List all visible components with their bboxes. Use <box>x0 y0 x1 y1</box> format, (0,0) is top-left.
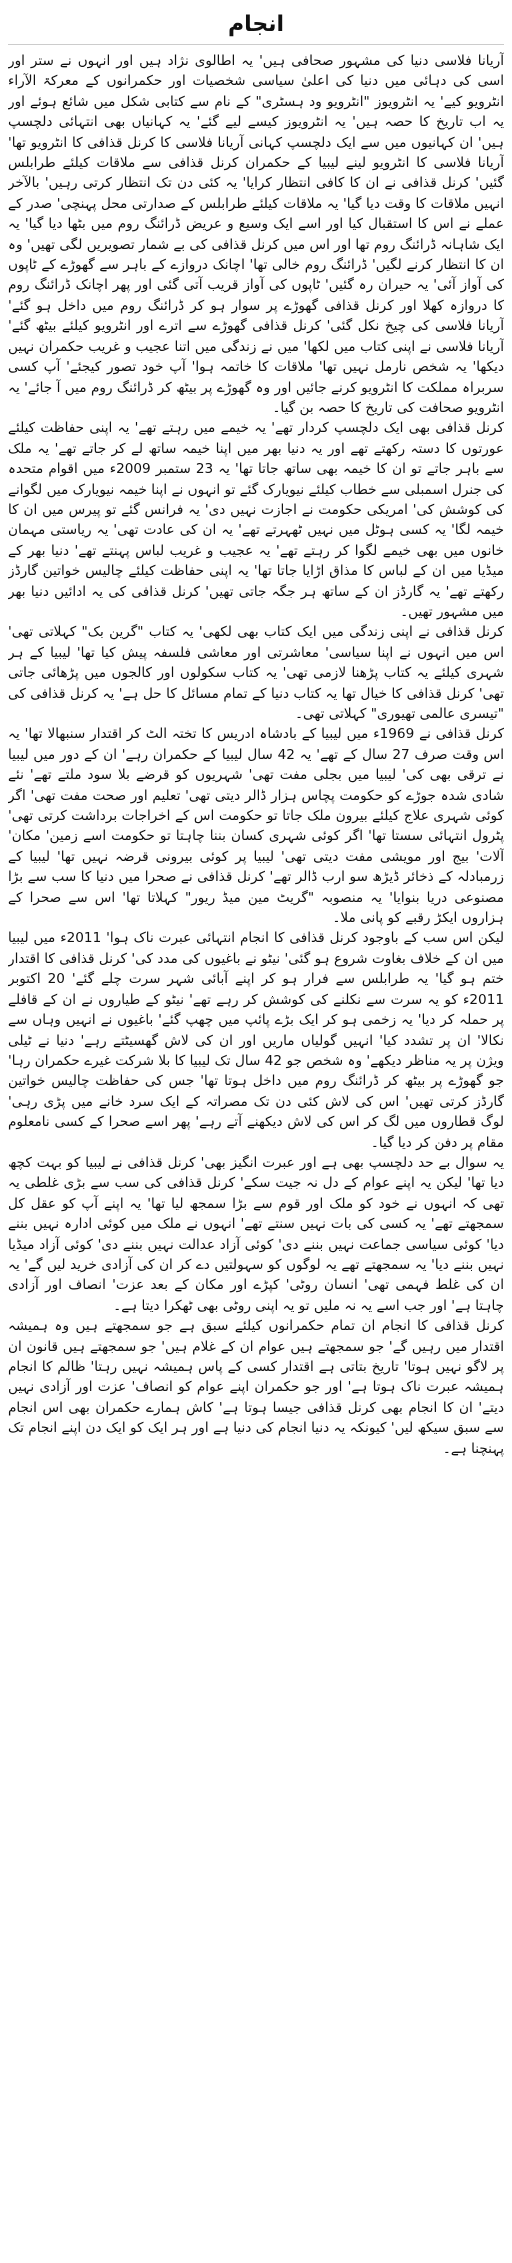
article-paragraph-3: کرنل قذافی نے اپنی زندگی میں ایک کتاب بھی لکھی' یہ کتاب "گرین بک" کہلاتی تھی' اس میں انہوں نے اپنا سیاسی' معاشرتی اور معاشی فلسفہ پیش کیا تھا' لیبیا کے ہر شہری کیلئے یہ کتاب پڑھنا لازمی تھی' یہ کتاب سکولوں اور کالجوں میں پڑھائی جاتی تھی' کرنل قذافی کا خیال تھا یہ کتاب دنیا کے تمام مسائل کا حل ہے' یہ کرنل قذافی کی "تیسری عالمی تھیوری" کہلاتی تھی۔ <box>8 624 504 722</box>
article-paragraph-5: لیکن اس سب کے باوجود کرنل قذافی کا انجام انتہائی عبرت ناک ہوا' 2011ء میں لیبیا میں ان کے خلاف بغاوت شروع ہو گئی' نیٹو نے باغیوں کی مدد کی' کرنل قذافی کا اقتدار ختم ہو گیا' یہ طرابلس سے فرار ہو کر اپنے آبائی شہر سرت چلے گئے' 20 اکتوبر 2011ء کو یہ سرت سے نکلنے کی کوشش کر رہے تھے' نیٹو کے طیاروں نے ان کے قافلے پر حملہ کر دیا' یہ زخمی ہو کر ایک بڑے پائپ میں چھپ گئے' باغیوں نے انہیں وہاں سے نکالا' ان پر تشدد کیا' انہیں گولیاں ماریں اور ان کی لاش گھسیٹتے رہے' دنیا نے ٹیلی ویژن پر یہ مناظر دیکھے' وہ شخص جو 42 سال تک لیبیا کا بلا شرکت غیرے حکمران رہا' جو گھوڑے پر بیٹھ کر ڈرائنگ روم میں داخل ہوتا تھا' جس کی حفاظت چالیس خواتین گارڈز کرتی تھیں' اس کی لاش کئی دن تک مصراتہ کے ایک سرد خانے میں پڑی رہی' لوگ قطاروں میں لگ کر اس کی لاش دیکھنے آتے رہے' پھر اسے صحرا کے کسی نامعلوم مقام پر دفن کر دیا گیا۔ <box>8 930 504 1151</box>
article-title: انجام <box>8 10 504 45</box>
article-paragraph-1: آریانا فلاسی دنیا کی مشہور صحافی ہیں' یہ اطالوی نژاد ہیں اور انہوں نے ستر اور اسی کی دہائی میں دنیا کی اعلیٰ سیاسی شخصیات اور حکمرانوں کے معرکۃ الآراء انٹرویو کیے' یہ انٹرویوز "انٹرویو ود ہسٹری" کے نام سے کتابی شکل میں شائع ہوئے اور یہ اب تاریخ کا حصہ ہیں' یہ انٹرویوز کیسے لیے گئے' یہ کہانیاں بھی انتہائی دلچسپ ہیں' ان کہانیوں میں سے ایک دلچسپ کہانی آریانا فلاسی کا کرنل قذافی کا انٹرویو تھا' آریانا فلاسی کا انٹرویو لینے لیبیا کے حکمران کرنل قذافی سے ملاقات کیلئے طرابلس گئیں' کرنل قذافی نے ان کا کافی انتظار کرایا' یہ کئی دن تک انتظار کرتی رہیں' بالآخر انہیں ملاقات کا وقت دیا گیا' یہ ملاقات کیلئے طرابلس کے صدارتی محل پہنچی' صدر کے عملے نے اس کا استقبال کیا اور اسے ایک وسیع و عریض ڈرائنگ روم میں بٹھا دیا گیا' یہ ایک شاہانہ ڈرائنگ روم تھا اور اس میں کرنل قذافی کی بے شمار تصویریں لگی تھیں' وہ ان کا انتظار کرنے لگیں' ڈرائنگ روم خالی تھا' اچانک دروازے کے باہر سے گھوڑے کے ٹاپوں کی آواز آئی' یہ حیران رہ گئیں' ٹاپوں کی آواز قریب آتی گئی اور پھر اچانک ڈرائنگ روم کا دروازہ کھلا اور کرنل قذافی گھوڑے پر سوار ہو کر ڈرائنگ روم میں داخل ہو گئے' آریانا فلاسی کی چیخ نکل گئی' کرنل قذافی گھوڑے سے اترے اور انٹرویو کیلئے بیٹھ گئے' آریانا فلاسی نے اپنی کتاب میں لکھا' میں نے زندگی میں اتنا عجیب و غریب حکمران نہیں دیکھا' یہ شخص نارمل نہیں تھا' ملاقات کا خاتمہ ہوا' آپ خود تصور کیجئے' آپ کسی سربراہ مملکت کا انٹرویو کرنے جائیں اور وہ گھوڑے پر بیٹھ کر ڈرائنگ روم میں آ جائے' یہ انٹرویو صحافت کی تاریخ کا حصہ بن گیا۔ <box>8 53 504 416</box>
article-paragraph-7: کرنل قذافی کا انجام ان تمام حکمرانوں کیلئے سبق ہے جو سمجھتے ہیں وہ ہمیشہ اقتدار میں رہیں گے' جو سمجھتے ہیں عوام ان کے غلام ہیں' جو سمجھتے ہیں قانون ان پر لاگو نہیں ہوتا' تاریخ بتاتی ہے اقتدار کسی کے پاس ہمیشہ نہیں رہتا' ظالم کا انجام ہمیشہ عبرت ناک ہوتا ہے' اور جو حکمران اپنے عوام کو انصاف' عزت اور آزادی نہیں دیتے' ان کا انجام بھی کرنل قذافی جیسا ہوتا ہے' کاش ہمارے حکمران بھی اس انجام سے سبق سیکھ لیں' کیونکہ یہ دنیا انجام کی دنیا ہے اور ہر ایک کو ایک دن اپنے انجام تک پہنچنا ہے۔ <box>8 1318 504 1457</box>
article-paragraph-4: کرنل قذافی نے 1969ء میں لیبیا کے بادشاہ ادریس کا تختہ الٹ کر اقتدار سنبھالا تھا' یہ اس وقت صرف 27 سال کے تھے' یہ 42 سال لیبیا کے حکمران رہے' ان کے دور میں لیبیا نے ترقی بھی کی' لیبیا میں بجلی مفت تھی' شہریوں کو قرضے بلا سود ملتے تھے' نئے شادی شدہ جوڑے کو حکومت پچاس ہزار ڈالر دیتی تھی' تعلیم اور صحت مفت تھی' اگر کوئی شہری علاج کیلئے بیرون ملک جاتا تو حکومت اس کے اخراجات برداشت کرتی تھی' پٹرول انتہائی سستا تھا' اگر کوئی شہری کسان بننا چاہتا تو حکومت اسے زمین' مکان' آلات' بیج اور مویشی مفت دیتی تھی' لیبیا پر کوئی بیرونی قرضہ نہیں تھا' لیبیا کے زرمبادلہ کے ذخائر ڈیڑھ سو ارب ڈالر تھے' کرنل قذافی نے صحرا میں دنیا کا سب سے بڑا مصنوعی دریا بنوایا' یہ منصوبہ "گریٹ مین میڈ ریور" کہلاتا تھا' اس سے صحرا کے ہزاروں ایکڑ رقبے کو پانی ملا۔ <box>8 726 504 927</box>
article-body <box>8 51 504 2243</box>
article-paragraph-2: کرنل قذافی بھی ایک دلچسپ کردار تھے' یہ خیمے میں رہتے تھے' یہ اپنی حفاظت کیلئے عورتوں کا دستہ رکھتے تھے اور یہ دنیا بھر میں اپنا خیمہ ساتھ لے کر جاتے تھے' یہ ملک سے باہر جاتے تو ان کا خیمہ بھی ساتھ جاتا تھا' یہ 23 ستمبر 2009ء میں اقوام متحدہ کی جنرل اسمبلی سے خطاب کیلئے نیویارک گئے تو انہوں نے اپنا خیمہ نیویارک میں لگوانے کی کوشش کی' امریکی حکومت نے اجازت نہیں دی' یہ فرانس گئے تو پیرس میں ان کا خیمہ لگا' یہ کسی ہوٹل میں نہیں ٹھہرتے تھے' یہ ان کی عادت تھی' یہ ریاستی مہمان خانوں میں بھی خیمے لگوا کر رہتے تھے' یہ عجیب و غریب لباس پہنتے تھے' دنیا بھر کے میڈیا میں ان کے لباس کا مذاق اڑایا جاتا تھا' یہ اپنی حفاظت کیلئے چالیس خواتین گارڈز رکھتے تھے' یہ گارڈز ان کے ساتھ ہر جگہ جاتی تھیں' کرنل قذافی کی یہ ادائیں دنیا بھر میں مشہور تھیں۔ <box>8 420 504 620</box>
article-paragraph-6: یہ سوال بے حد دلچسپ بھی ہے اور عبرت انگیز بھی' کرنل قذافی نے لیبیا کو بہت کچھ دیا تھا' لیکن یہ اپنے عوام کے دل نہ جیت سکے' کرنل قذافی کی سب سے بڑی غلطی یہ تھی کہ انہوں نے خود کو ملک اور قوم سے بڑا سمجھ لیا تھا' یہ اپنے آپ کو عقل کل سمجھتے تھے' یہ کسی کی بات نہیں سنتے تھے' انہوں نے ملک میں کوئی ادارہ نہیں بننے دیا' کوئی سیاسی جماعت نہیں بننے دی' کوئی آزاد عدالت نہیں بننے دی' کوئی آزاد میڈیا نہیں بننے دیا' یہ سمجھتے تھے یہ لوگوں کو سہولتیں دے کر ان کی آزادی خرید لیں گے' یہ ان کی غلط فہمی تھی' انسان روٹی' کپڑے اور مکان کے بعد عزت' انصاف اور آزادی چاہتا ہے' اور جب اسے یہ نہ ملیں تو یہ اپنی روٹی بھی ٹھکرا دیتا ہے۔ <box>8 1154 504 1314</box>
